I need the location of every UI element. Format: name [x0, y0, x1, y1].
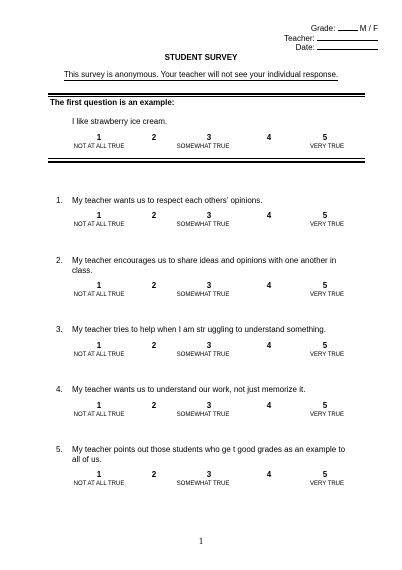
label-not-at-all-true: NOT AT ALL TRUE — [73, 222, 125, 228]
question-4-scale — [72, 401, 352, 423]
scale-4: 4 — [266, 133, 272, 142]
example-statement: I like strawberry ice cream. — [72, 117, 168, 126]
example-scale — [72, 133, 352, 155]
gender-options: M / F — [359, 24, 378, 33]
scale-1: 1 — [96, 133, 102, 142]
label-very-true: VERY TRUE — [309, 222, 345, 228]
label-somewhat-true: SOMEWHAT TRUE — [176, 222, 230, 228]
question-number: 1. — [56, 196, 63, 205]
label-very-true: VERY TRUE — [309, 481, 345, 487]
question-1-scale — [72, 211, 352, 233]
scale-1: 1 — [96, 281, 102, 290]
label-somewhat-true: SOMEWHAT TRUE — [176, 352, 230, 358]
label-somewhat-true: SOMEWHAT TRUE — [176, 144, 230, 150]
scale-2: 2 — [151, 401, 157, 410]
scale-1: 1 — [96, 401, 102, 410]
survey-title: STUDENT SURVEY — [164, 53, 238, 62]
teacher-label: Teacher: — [284, 34, 315, 43]
example-top-rule — [48, 93, 365, 95]
scale-3: 3 — [206, 470, 212, 479]
scale-1: 1 — [96, 470, 102, 479]
question-text: My teacher wants us to respect each others’ opinions. — [72, 196, 263, 205]
question-number: 4. — [56, 385, 63, 394]
question-text: My teacher tries to help when I am str uggling to understand something. — [72, 325, 326, 334]
label-not-at-all-true: NOT AT ALL TRUE — [73, 412, 125, 418]
scale-5: 5 — [322, 211, 328, 220]
label-somewhat-true: SOMEWHAT TRUE — [176, 292, 230, 298]
question-number: 3. — [56, 325, 63, 334]
page-number: 1 — [198, 536, 204, 546]
date-blank — [317, 49, 378, 50]
scale-4: 4 — [266, 281, 272, 290]
grade-label: Grade: — [310, 24, 336, 33]
question-text: My teacher points out those students who ge t good grades as an example to all of us. — [72, 445, 346, 464]
anonymity-notice: This survey is anonymous. Your teacher will not see your individual response. — [63, 70, 339, 79]
label-very-true: VERY TRUE — [309, 412, 345, 418]
scale-3: 3 — [206, 211, 212, 220]
question-5-scale — [72, 470, 352, 492]
question-text: My teacher encourages us to share ideas and opinions with one another in class. — [72, 256, 337, 275]
example-top-rule-inner — [48, 96, 365, 97]
label-somewhat-true: SOMEWHAT TRUE — [176, 481, 230, 487]
question-number: 5. — [56, 445, 63, 454]
scale-3: 3 — [206, 133, 212, 142]
question-number: 2. — [56, 256, 63, 265]
scale-3: 3 — [206, 341, 212, 350]
question-3-scale — [72, 341, 352, 363]
grade-field — [311, 24, 378, 34]
label-somewhat-true: SOMEWHAT TRUE — [176, 412, 230, 418]
question-text: My teacher wants us to understand our work, not just memorize it. — [72, 385, 306, 394]
scale-4: 4 — [266, 341, 272, 350]
scale-2: 2 — [151, 211, 157, 220]
teacher-blank — [317, 40, 378, 41]
scale-5: 5 — [322, 133, 328, 142]
scale-1: 1 — [96, 211, 102, 220]
example-bottom-rule-inner — [48, 158, 365, 159]
scale-4: 4 — [266, 470, 272, 479]
date-label: Date: — [295, 43, 315, 52]
label-not-at-all-true: NOT AT ALL TRUE — [73, 292, 125, 298]
scale-3: 3 — [206, 401, 212, 410]
label-not-at-all-true: NOT AT ALL TRUE — [73, 481, 125, 487]
grade-blank — [338, 30, 358, 31]
date-field — [296, 43, 378, 53]
scale-4: 4 — [266, 401, 272, 410]
scale-5: 5 — [322, 470, 328, 479]
example-bottom-rule — [48, 161, 365, 163]
scale-5: 5 — [322, 401, 328, 410]
question-2-scale — [72, 281, 352, 303]
scale-2: 2 — [151, 470, 157, 479]
scale-2: 2 — [151, 133, 157, 142]
scale-1: 1 — [96, 341, 102, 350]
scale-2: 2 — [151, 341, 157, 350]
scale-2: 2 — [151, 281, 157, 290]
scale-3: 3 — [206, 281, 212, 290]
scale-5: 5 — [322, 341, 328, 350]
scale-4: 4 — [266, 211, 272, 220]
scale-5: 5 — [322, 281, 328, 290]
label-not-at-all-true: NOT AT ALL TRUE — [73, 352, 125, 358]
label-very-true: VERY TRUE — [309, 352, 345, 358]
label-not-at-all-true: NOT AT ALL TRUE — [73, 144, 125, 150]
example-heading: The first question is an example: — [50, 98, 175, 107]
label-very-true: VERY TRUE — [309, 292, 345, 298]
label-very-true: VERY TRUE — [309, 144, 345, 150]
